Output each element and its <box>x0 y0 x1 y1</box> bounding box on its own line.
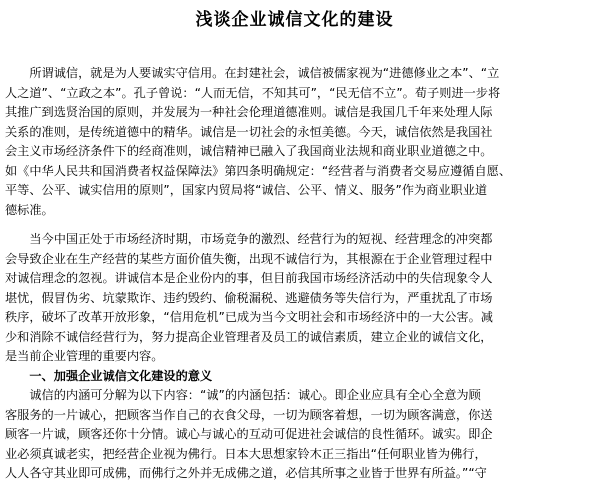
section-paragraph-line-3: 顾客一片诚，顾客还你十分情。诚心与诚心的互动可促进社会诚信的良性循环。诚实。即企 <box>5 427 493 441</box>
paragraph-2-line-7: 是当前企业管理的重要内容。 <box>5 349 164 363</box>
document-title: 浅谈企业诚信文化的建设 <box>195 10 394 30</box>
paragraph-2-line-4: 堪忧，假冒伪劣、坑蒙欺诈、违约毁约、偷税漏税、逃避债务等失信行为，严重扰乱了市场 <box>5 290 493 305</box>
section-heading: 一、加强企业诚信文化建设的意义 <box>5 368 213 383</box>
section-paragraph-line-5: 人人各守其业即可成佛，而佛行之外并无成佛之道，必信其所事之业皆于世界有所益。”“守 <box>5 466 487 480</box>
paragraph-1-line-3: 其推广到选贤治国的原则，并发展为一种社会伦理道德准则。诚信是我国几千年来处理人际 <box>5 105 493 119</box>
paragraph-1-line-6: 如《中华人民共和国消费者权益保障法》第四条明确规定：“经营者与消费者交易应遵循自愿、 <box>5 163 512 178</box>
paragraph-2-line-6: 少和消除不诚信经营行为，努力提高企业管理者及员工的诚信素质，建立企业的诚信文化， <box>5 329 493 344</box>
paragraph-gap <box>5 220 584 230</box>
paragraph-2-line-2: 会导致企业在生产经营的某些方面价值失衡，出现不诚信行为，其根源在于企业管理过程中 <box>5 251 493 266</box>
paragraph-1-line-1: 所谓诚信，就是为人要诚实守信用。在封建社会，诚信被儒家视为“进德修业之本”、“立 <box>5 66 500 80</box>
paragraph-1-line-5: 会主义市场经济条件下的经商准则，诚信精神已融入了我国商业法规和商业职业道德之中。 <box>5 144 493 158</box>
section-paragraph-line-1: 诚信的内涵可分解为以下内容：“诚”的内涵包括：诚心。即企业应具有全心全意为顾 <box>5 388 481 402</box>
paragraph-2-line-1: 当今中国正处于市场经济时期，市场竞争的激烈、经营行为的短视、经营理念的冲突都 <box>5 232 493 246</box>
section-paragraph-line-4: 业必须真诚老实，把经营企业视为佛行。日本大思想家铃木正三指出“任何职业皆为佛行， <box>5 446 487 461</box>
paragraph-2-line-5: 秩序，破坏了改革开放形象，“信用危机”已成为当今文明社会和市场经济中的一大公害。减 <box>5 310 493 324</box>
section-paragraph-line-2: 客服务的一片诚心，把顾客当作自己的衣食父母，一切为顾客着想，一切为顾客满意，你送 <box>5 407 493 422</box>
paragraph-2-line-3: 对诚信理念的忽视。讲诚信本是企业份内的事，但目前我国市场经济活动中的失信现象令人 <box>5 271 493 285</box>
paragraph-1-line-2: 人之道”、“立政之本”。孔子曾说：“人而无信，不知其可”，“民无信不立”。荀子则进一步将 <box>5 85 501 100</box>
paragraph-1-line-4: 关系的准则，是传统道德中的精华。诚信是一切社会的永恒美德。今天，诚信依然是我国社 <box>5 124 493 139</box>
paragraph-1-line-7: 平等、公平、诚实信用的原则”，国家内贸局将“诚信、公平、情义、服务”作为商业职业道 <box>5 183 488 197</box>
paragraph-1-line-8: 德标准。 <box>5 202 54 217</box>
document-body <box>5 64 584 484</box>
